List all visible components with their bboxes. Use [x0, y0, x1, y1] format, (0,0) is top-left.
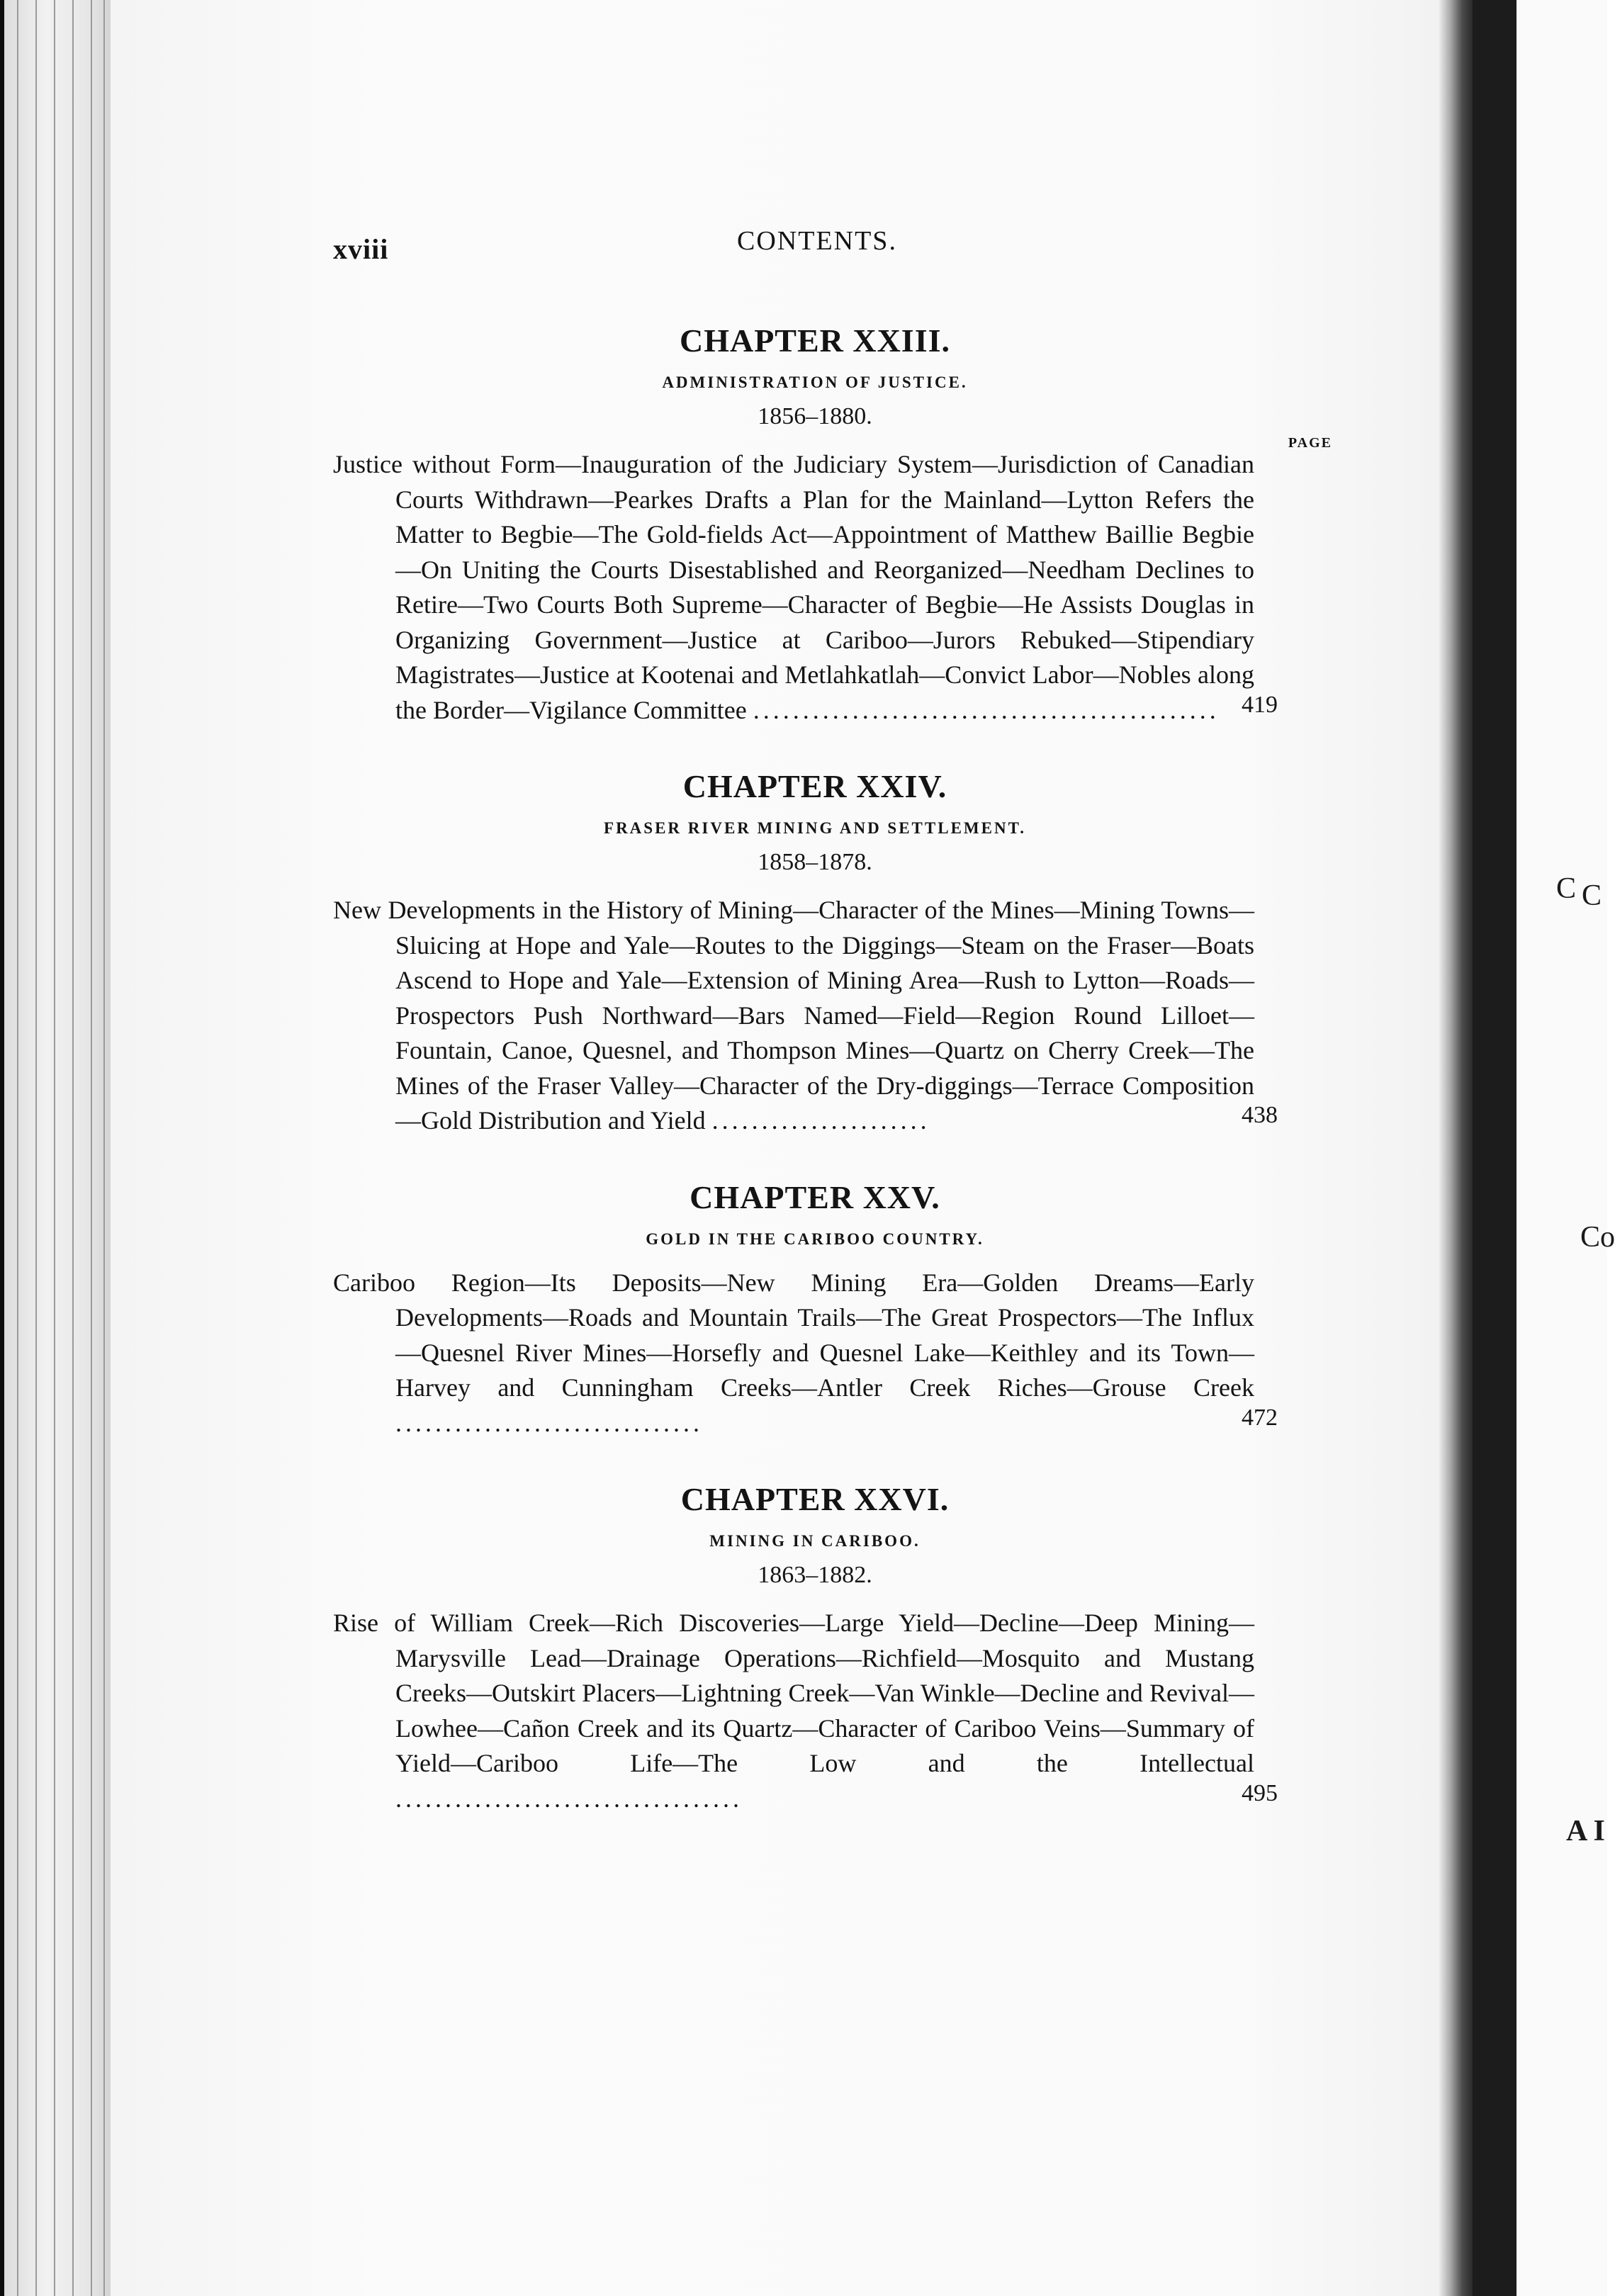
facing-page-fragment: A I	[1566, 1815, 1605, 1847]
chapter-synopsis: Rise of William Creek—Rich Discoveries—Large Yield—Decline—Deep Mining—Marysville Lead—Drainage Operations—Richfield—Mosquito and Mustang Creeks—Outskirt Placers—Lightning Creek—Van Winkle—Decline and Revival—Lowhee—Cañon Creek and its Quartz—Character of Cariboo Veins—Summary of Yield—Cariboo Life—The Low and the Intellectual ................................... 495	[333, 1609, 1278, 1813]
synopsis-text: New Developments in the History of Mining—Character of the Mines—Mining Towns—Sluicing at Hope and Yale—Routes to the Diggings—Steam on the Fraser—Boats Ascend to Hope and Yale—Extension of Mining Area—Rush to Lytton—Roads—Prospectors Push Northward—Bars Named—Field—Region Round Lilloet—Fountain, Canoe, Quesnel, and Thompson Mines—Quartz on Cherry Creek—The Mines of the Fraser Valley—Character of the Dry-diggings—Terrace Composition—Gold Distribution and Yield	[333, 896, 1254, 1135]
contents-page	[333, 225, 1361, 1816]
chapter-title: CHAPTER XXIV.	[682, 768, 947, 804]
facing-page-fragment: C	[1582, 879, 1602, 912]
page-folio: xviii	[333, 233, 389, 265]
running-title: CONTENTS.	[737, 226, 897, 256]
dot-leader: ...............................................	[753, 695, 1220, 724]
page-edge-line	[103, 0, 105, 2296]
running-head	[333, 225, 1361, 275]
chapter-entry	[333, 767, 1361, 1139]
page-edges	[4, 0, 111, 2296]
page-edge-line	[35, 0, 37, 2296]
chapter-entry	[333, 1480, 1361, 1816]
page-column-label: PAGE	[1288, 435, 1332, 451]
chapter-years: 1856–1880.	[758, 403, 872, 429]
synopsis-text: Justice without Form—Inauguration of the Judiciary System—Jurisdiction of Canadian Courts Withdrawn—Pearkes Drafts a Plan for the Mainland—Lytton Refers the Matter to Begbie—The Gold-fields Act—Appointment of Matthew Baillie Begbie—On Uniting the Courts Disestablished and Reorganized—Needham Declines to Retire—Two Courts Both Supreme—Character of Begbie—He Assists Douglas in Organizing Government—Justice at Cariboo—Jurors Rebuked—Stipendiary Magistrates—Justice at Kootenai and Metlahkatlah—Convict Labor—Nobles along the Border—Vigilance Committee	[333, 450, 1254, 724]
chapter-title: CHAPTER XXIII.	[679, 322, 951, 359]
chapter-years: 1858–1878.	[758, 849, 872, 875]
facing-page	[1516, 0, 1615, 2296]
page-edge-line	[91, 0, 92, 2296]
book-spine	[1473, 0, 1516, 2296]
chapter-synopsis: Justice without Form—Inauguration of the Judiciary System—Jurisdiction of Canadian Courts Withdrawn—Pearkes Drafts a Plan for the Mainland—Lytton Refers the Matter to Begbie—The Gold-fields Act—Appointment of Matthew Baillie Begbie—On Uniting the Courts Disestablished and Reorganized—Needham Declines to Retire—Two Courts Both Supreme—Character of Begbie—He Assists Douglas in Organizing Government—Justice at Cariboo—Jurors Rebuked—Stipendiary Magistrates—Justice at Kootenai and Metlahkatlah—Convict Labor—Nobles along the Border—Vigilance Committee ............................................... 419	[333, 450, 1278, 724]
page-edge-line	[54, 0, 55, 2296]
chapter-subtitle: ADMINISTRATION OF JUSTICE.	[662, 373, 968, 391]
page-edge-line	[17, 0, 18, 2296]
chapter-subtitle: MINING IN CARIBOO.	[709, 1532, 921, 1550]
page-edge-line	[72, 0, 74, 2296]
chapter-entry	[333, 322, 1361, 728]
facing-page-fragment: C	[1556, 872, 1577, 905]
chapter-synopsis: New Developments in the History of Mining—Character of the Mines—Mining Towns—Sluicing at Hope and Yale—Routes to the Diggings—Steam on the Fraser—Boats Ascend to Hope and Yale—Extension of Mining Area—Rush to Lytton—Roads—Prospectors Push Northward—Bars Named—Field—Region Round Lilloet—Fountain, Canoe, Quesnel, and Thompson Mines—Quartz on Cherry Creek—The Mines of the Fraser Valley—Character of the Dry-diggings—Terrace Composition—Gold Distribution and Yield ...................... 438	[333, 896, 1278, 1135]
dot-leader: ......................	[711, 1106, 930, 1135]
chapter-title: CHAPTER XXVI.	[680, 1481, 950, 1517]
dot-leader: ...................................	[395, 1784, 743, 1813]
chapter-synopsis: Cariboo Region—Its Deposits—New Mining Era—Golden Dreams—Early Developments—Roads and Mountain Trails—The Great Prospectors—The Influx—Quesnel River Mines—Horsefly and Quesnel Lake—Keithley and its Town—Harvey and Cunningham Creeks—Antler Creek Riches—Grouse Creek ............................... 472	[333, 1268, 1278, 1437]
synopsis-text: Rise of William Creek—Rich Discoveries—Large Yield—Decline—Deep Mining—Marysville Lead—Drainage Operations—Richfield—Mosquito and Mustang Creeks—Outskirt Placers—Lightning Creek—Van Winkle—Decline and Revival—Lowhee—Cañon Creek and its Quartz—Character of Cariboo Veins—Summary of Yield—Cariboo Life—The Low and the Intellectual	[333, 1609, 1254, 1777]
chapter-years: 1863–1882.	[758, 1562, 872, 1588]
chapter-subtitle: FRASER RIVER MINING AND SETTLEMENT.	[604, 819, 1026, 837]
chapter-title: CHAPTER XXV.	[690, 1178, 940, 1215]
synopsis-text: Cariboo Region—Its Deposits—New Mining Era—Golden Dreams—Early Developments—Roads and Mountain Trails—The Great Prospectors—The Influx—Quesnel River Mines—Horsefly and Quesnel Lake—Keithley and its Town—Harvey and Cunningham Creeks—Antler Creek Riches—Grouse Creek	[333, 1268, 1254, 1402]
binding-shadow	[1439, 0, 1473, 2296]
chapter-subtitle: GOLD IN THE CARIBOO COUNTRY.	[646, 1229, 984, 1248]
chapter-entry	[333, 1178, 1361, 1441]
dot-leader: ...............................	[395, 1408, 703, 1437]
facing-page-fragment: Co	[1580, 1221, 1615, 1254]
